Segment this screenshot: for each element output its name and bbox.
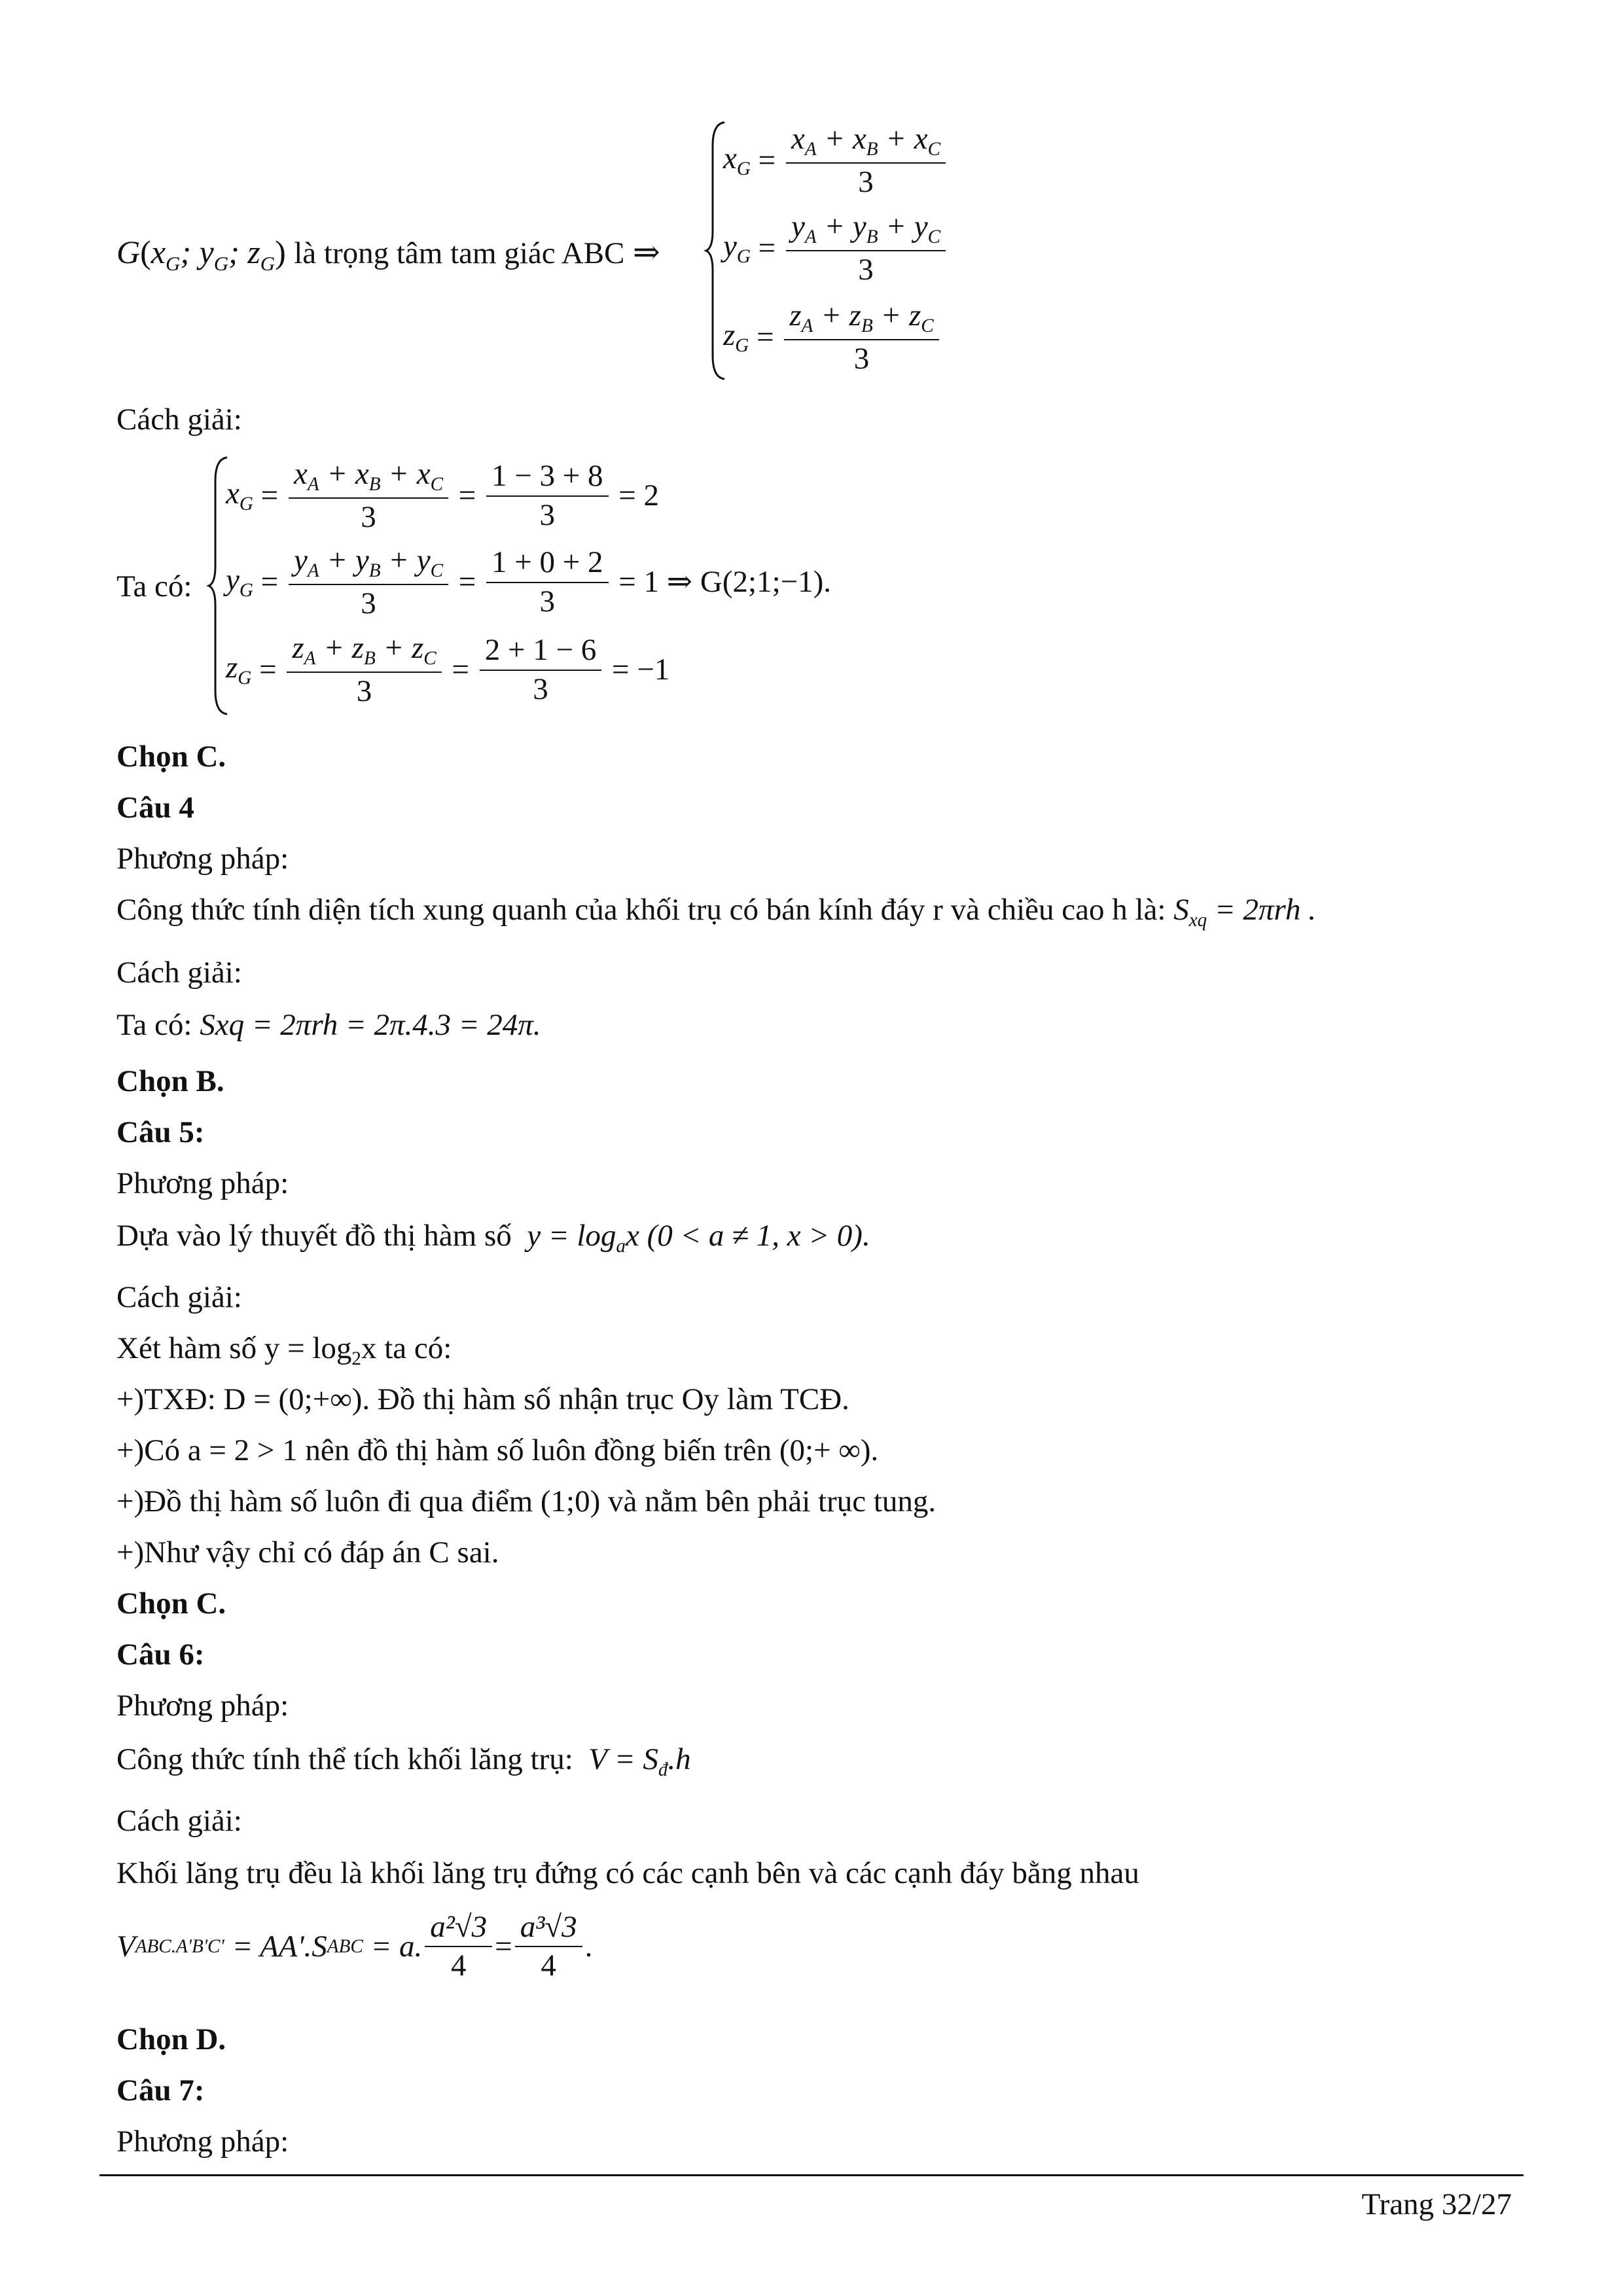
vol-mid-sub: ABC [327, 1935, 363, 1957]
q5-method-formula-sub: a [616, 1236, 626, 1257]
q4-method-formula-sub: xq [1188, 910, 1207, 931]
q5-line1-b: x ta có: [361, 1331, 452, 1365]
fraction-den: 3 [858, 252, 874, 287]
q5-method-formula-rest: x (0 < a ≠ 1, x > 0). [625, 1219, 870, 1253]
fraction [786, 211, 946, 286]
q6-answer: Chọn D. [116, 2022, 226, 2056]
q6-solution-text: Khối lăng trụ đều là khối lăng trụ đứng có các cạnh bên và các cạnh đáy bằng nhau [116, 1856, 1139, 1890]
fraction [287, 632, 441, 708]
implies-arrow: ⇒ [632, 234, 660, 270]
row-lhs: $x_G$ [226, 476, 253, 515]
fraction-den: 3 [356, 673, 372, 708]
centroid-definition [116, 232, 660, 276]
q6-method-label: Phương pháp: [116, 1689, 289, 1723]
q5-answer: Chọn C. [116, 1587, 226, 1621]
q5-line3: +)Có a = 2 > 1 nên đồ thị hàm số luôn đồng biến trên (0;+ ∞). [116, 1433, 879, 1467]
fraction-num: $z_A + z_B + z_C$ [784, 300, 938, 340]
centroid-args: $x_G$; $y_G$; $z_G$ [151, 234, 276, 275]
q4-method-formula-rhs: = 2πrh . [1215, 893, 1316, 927]
fraction-den: 3 [853, 341, 870, 376]
q6-method-formula-rest: .h [668, 1742, 691, 1776]
fraction-den: 3 [361, 499, 376, 534]
fraction-num: $y_A + y_B + y_C$ [786, 211, 946, 251]
q4-method-formula: S [1173, 893, 1189, 927]
q3-conclusion: ⇒ G(2;1;−1). [666, 565, 832, 600]
centroid-text: là trọng tâm tam giác ABC [294, 236, 625, 270]
q4-answer: Chọn B. [116, 1064, 224, 1098]
fraction-num: $y_A + y_B + y_C$ [289, 545, 448, 585]
q4-solution-formula: Sxq = 2πrh = 2π.4.3 = 24π. [200, 1008, 541, 1042]
fraction-den: 3 [533, 672, 548, 706]
q3-answer: Chọn C. [116, 740, 226, 774]
vol-a: = a. [370, 1929, 423, 1964]
q4-solution-line [116, 1007, 541, 1043]
q5-title: Câu 5: [116, 1115, 205, 1149]
q4-method-label: Phương pháp: [116, 842, 289, 876]
q4-method-text: Công thức tính diện tích xung quanh của khối trụ có bán kính đáy r và chiều cao h là: [116, 893, 1166, 927]
fraction-num: $x_A + x_B + x_C$ [289, 458, 448, 499]
q5-line1-a: Xét hàm số y = log [116, 1331, 352, 1365]
footer-divider [99, 2174, 1524, 2176]
q5-line2: +)TXĐ: D = (0;+∞). Đồ thị hàm số nhận trục Oy làm TCĐ. [116, 1382, 849, 1416]
fraction [784, 300, 938, 375]
q4-method-line [116, 891, 1316, 932]
fraction-den: 4 [541, 1948, 556, 1983]
vol-mid: = AA'.S [232, 1929, 327, 1964]
fraction-den: 3 [361, 586, 376, 620]
q6-method-formula: V = S [588, 1742, 658, 1776]
fraction [425, 1911, 492, 1982]
q4-solution-label: Cách giải: [116, 956, 242, 990]
row-result: = −1 [612, 653, 670, 687]
q6-volume-formula: V ABC.A'B'C' = AA'.S ABC = a. $\frac{\text{a²√3}}{4}$ = $\frac{\text{a³√3}}{4}$ . [116, 1910, 593, 1983]
fraction [289, 458, 448, 533]
centroid-args-open: ( [140, 234, 151, 270]
centroid-row-z: $z_G$ = $\frac{z_A + z_B + z_C}{3}$ [723, 300, 942, 375]
q5-method-formula: y = log [527, 1219, 616, 1253]
q5-line4: +)Đồ thị hàm số luôn đi qua điểm (1;0) và nằm bên phải trục tung. [116, 1484, 936, 1518]
q6-solution-label: Cách giải: [116, 1804, 242, 1838]
fraction-num: a²√3 [425, 1911, 492, 1947]
fraction [786, 123, 946, 198]
page-number: Trang 32/27 [1361, 2187, 1512, 2221]
q6-method-formula-sub: đ [658, 1759, 668, 1781]
q5-line1-sub: 2 [351, 1348, 361, 1370]
fraction-num: a³√3 [515, 1911, 582, 1947]
row-result: = 1 [618, 565, 660, 600]
q3-solution-label: Cách giải: [116, 403, 242, 437]
row-lhs: $y_G$ [226, 563, 253, 601]
fraction-numeric [486, 460, 609, 531]
fraction-num: 1 + 0 + 2 [486, 547, 609, 583]
q7-title: Câu 7: [116, 2073, 205, 2108]
q3-ta-co: Ta có: [116, 569, 192, 603]
fraction-den: 4 [450, 1948, 467, 1983]
centroid-row-y: $y_G$ = $\frac{y_A + y_B + y_C}{3}$ [723, 211, 948, 286]
q5-line5: +)Như vậy chỉ có đáp án C sai. [116, 1535, 499, 1570]
q6-method-line [116, 1741, 691, 1782]
fraction-num: $z_A + z_B + z_C$ [287, 632, 441, 673]
fraction-den: 3 [858, 164, 874, 199]
row-lhs: $z_G$ [226, 651, 252, 689]
centroid-point-symbol: G [116, 234, 141, 270]
q5-method-text: Dựa vào lý thuyết đồ thị hàm số [116, 1219, 512, 1253]
fraction-den: 3 [539, 584, 556, 619]
q6-method-text: Công thức tính thể tích khối lăng trụ: [116, 1742, 573, 1776]
q4-title: Câu 4 [116, 791, 194, 825]
q5-solution-label: Cách giải: [116, 1280, 242, 1314]
fraction-den: 3 [539, 497, 556, 532]
fraction-num: 1 − 3 + 8 [486, 460, 609, 496]
q4-solution-prefix: Ta có: [116, 1008, 192, 1042]
fraction-numeric [486, 547, 609, 618]
fraction-num: $x_A + x_B + x_C$ [786, 123, 946, 164]
q3-row-x: $x_G$ = $\frac{x_A + x_B + x_C}{3}$ = $\frac{1 - 3 + 8}{3}$ = 2 [226, 457, 660, 534]
q3-row-z: $z_G$ = $\frac{z_A + z_B + z_C}{3}$ = $\frac{2 + 1 - 6}{3}$ = −1 [226, 631, 670, 708]
centroid-args-close: ) [275, 234, 286, 270]
row-result: = 2 [618, 478, 660, 513]
q5-method-label: Phương pháp: [116, 1166, 289, 1200]
q5-method-line [116, 1217, 870, 1258]
q6-title: Câu 6: [116, 1638, 205, 1672]
row-lhs: $x_G$ [723, 141, 751, 180]
vol-lhs: V [116, 1929, 135, 1964]
row-lhs: $z_G$ [723, 318, 749, 357]
vol-lhs-sub: ABC.A'B'C' [135, 1935, 224, 1957]
fraction [515, 1911, 582, 1982]
row-lhs: $y_G$ [723, 229, 751, 268]
fraction-num: 2 + 1 − 6 [480, 634, 602, 670]
fraction-numeric [480, 634, 602, 706]
q5-line1 [116, 1330, 452, 1371]
q3-row-y: $y_G$ = $\frac{y_A + y_B + y_C}{3}$ = $\frac{1 + 0 + 2}{3}$ = 1 ⇒ G(2;1;−1). [226, 543, 832, 620]
q7-method-label: Phương pháp: [116, 2125, 289, 2159]
centroid-row-x: $x_G$ = $\frac{x_A + x_B + x_C}{3}$ [723, 123, 948, 198]
fraction [289, 545, 448, 620]
